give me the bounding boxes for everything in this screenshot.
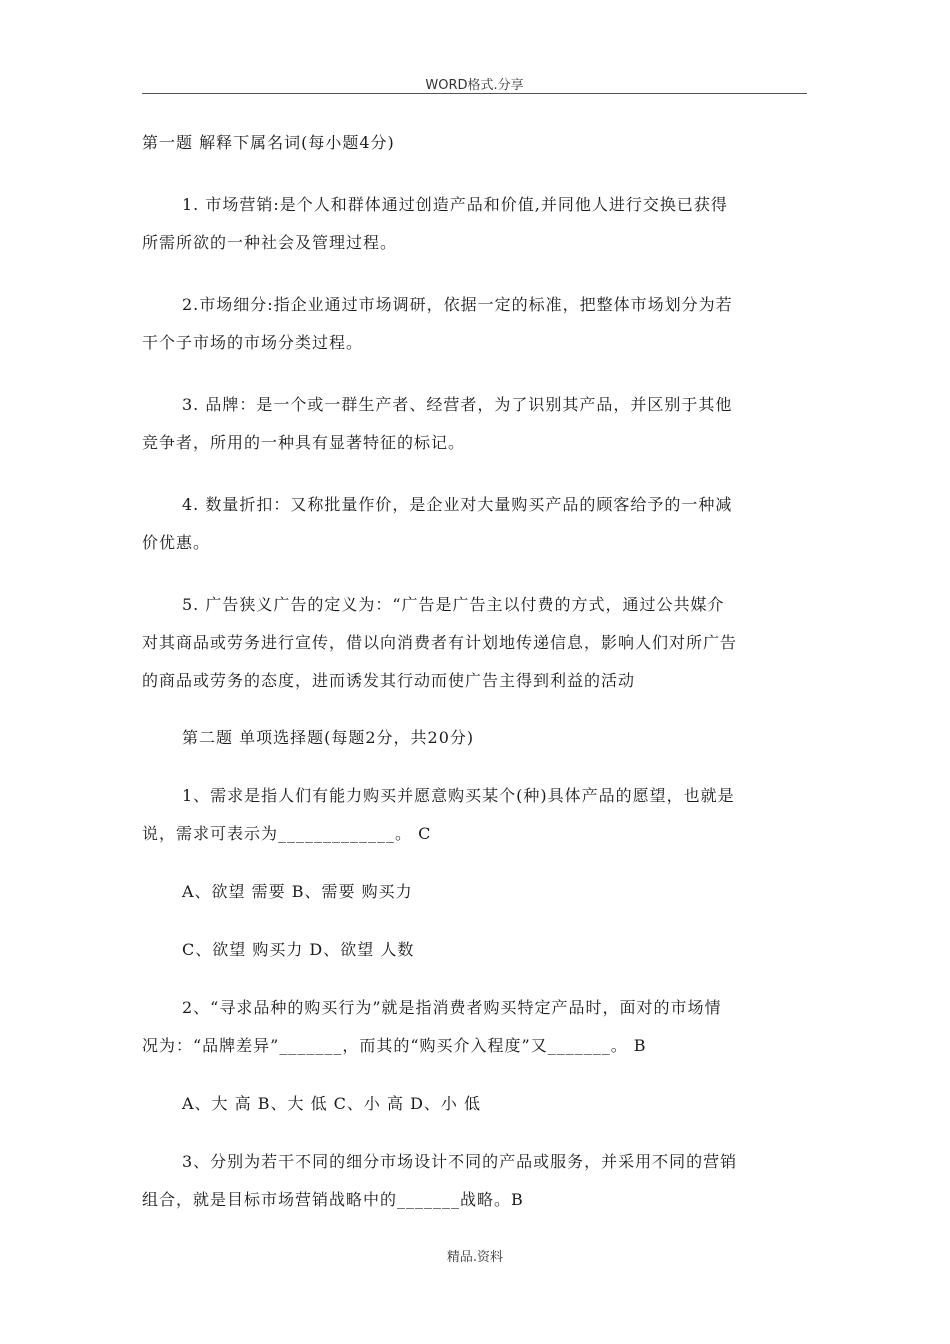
option-line: C、欲望 购买力 D、欲望 人数 xyxy=(182,940,415,959)
definition-line: 3. 品牌：是一个或一群生产者、经营者，为了识别其产品，并区别于其他 xyxy=(182,395,733,414)
page-header: WORD格式.分享 xyxy=(425,78,524,93)
definition-line: 价优惠。 xyxy=(142,533,211,552)
question-1 xyxy=(142,786,807,960)
definition-line: 干个子市场的市场分类过程。 xyxy=(142,333,364,352)
question-3 xyxy=(142,1152,807,1210)
definition-line: 竞争者，所用的一种具有显著特征的标记。 xyxy=(142,433,466,452)
question-line: 况为：“品牌差异”_______，而其的“购买介入程度”又_______。 B xyxy=(142,1036,647,1055)
definition-3 xyxy=(142,395,807,453)
definition-line: 2.市场细分:指企业通过市场调研，依据一定的标准，把整体市场划分为若 xyxy=(182,295,733,314)
definition-line: 5. 广告狭义广告的定义为：“广告是广告主以付费的方式，通过公共媒介 xyxy=(182,595,725,614)
definition-2 xyxy=(142,295,807,353)
question-line: 3、分别为若干不同的细分市场设计不同的产品或服务，并采用不同的营销 xyxy=(182,1152,738,1171)
definition-4 xyxy=(142,495,807,553)
header-divider xyxy=(142,93,807,94)
option-line: A、欲望 需要 B、需要 购买力 xyxy=(182,882,413,901)
definition-line: 1. 市场营销:是个人和群体通过创造产品和价值,并同他人进行交换已获得 xyxy=(182,195,728,214)
question-line: 说，需求可表示为_____________。 C xyxy=(142,824,432,843)
section1-heading: 第一题 解释下属名词(每小题4分) xyxy=(142,133,395,152)
definition-line: 的商品或劳务的态度，进而诱发其行动而使广告主得到利益的活动 xyxy=(142,671,636,690)
question-line: 2、“寻求品种的购买行为”就是指消费者购买特定产品时，面对的市场情 xyxy=(182,998,722,1017)
document-body xyxy=(142,128,807,1210)
question-2 xyxy=(142,998,807,1114)
definition-1 xyxy=(142,195,807,253)
question-line: 1、需求是指人们有能力购买并愿意购买某个(种)具体产品的愿望，也就是 xyxy=(182,786,735,805)
definition-5 xyxy=(142,595,807,691)
definition-line: 对其商品或劳务进行宣传，借以向消费者有计划地传递信息，影响人们对所广告 xyxy=(142,633,738,652)
definition-line: 所需所欲的一种社会及管理过程。 xyxy=(142,233,398,252)
question-line: 组合，就是目标市场营销战略中的_______战略。B xyxy=(142,1190,524,1209)
definition-line: 4. 数量折扣：又称批量作价，是企业对大量购买产品的顾客给予的一种减 xyxy=(182,495,733,514)
section2-heading: 第二题 单项选择题(每题2分，共20分) xyxy=(182,728,475,747)
option-line: A、大 高 B、大 低 C、小 高 D、小 低 xyxy=(182,1094,481,1113)
page-footer: 精品.资料 xyxy=(446,1250,504,1265)
